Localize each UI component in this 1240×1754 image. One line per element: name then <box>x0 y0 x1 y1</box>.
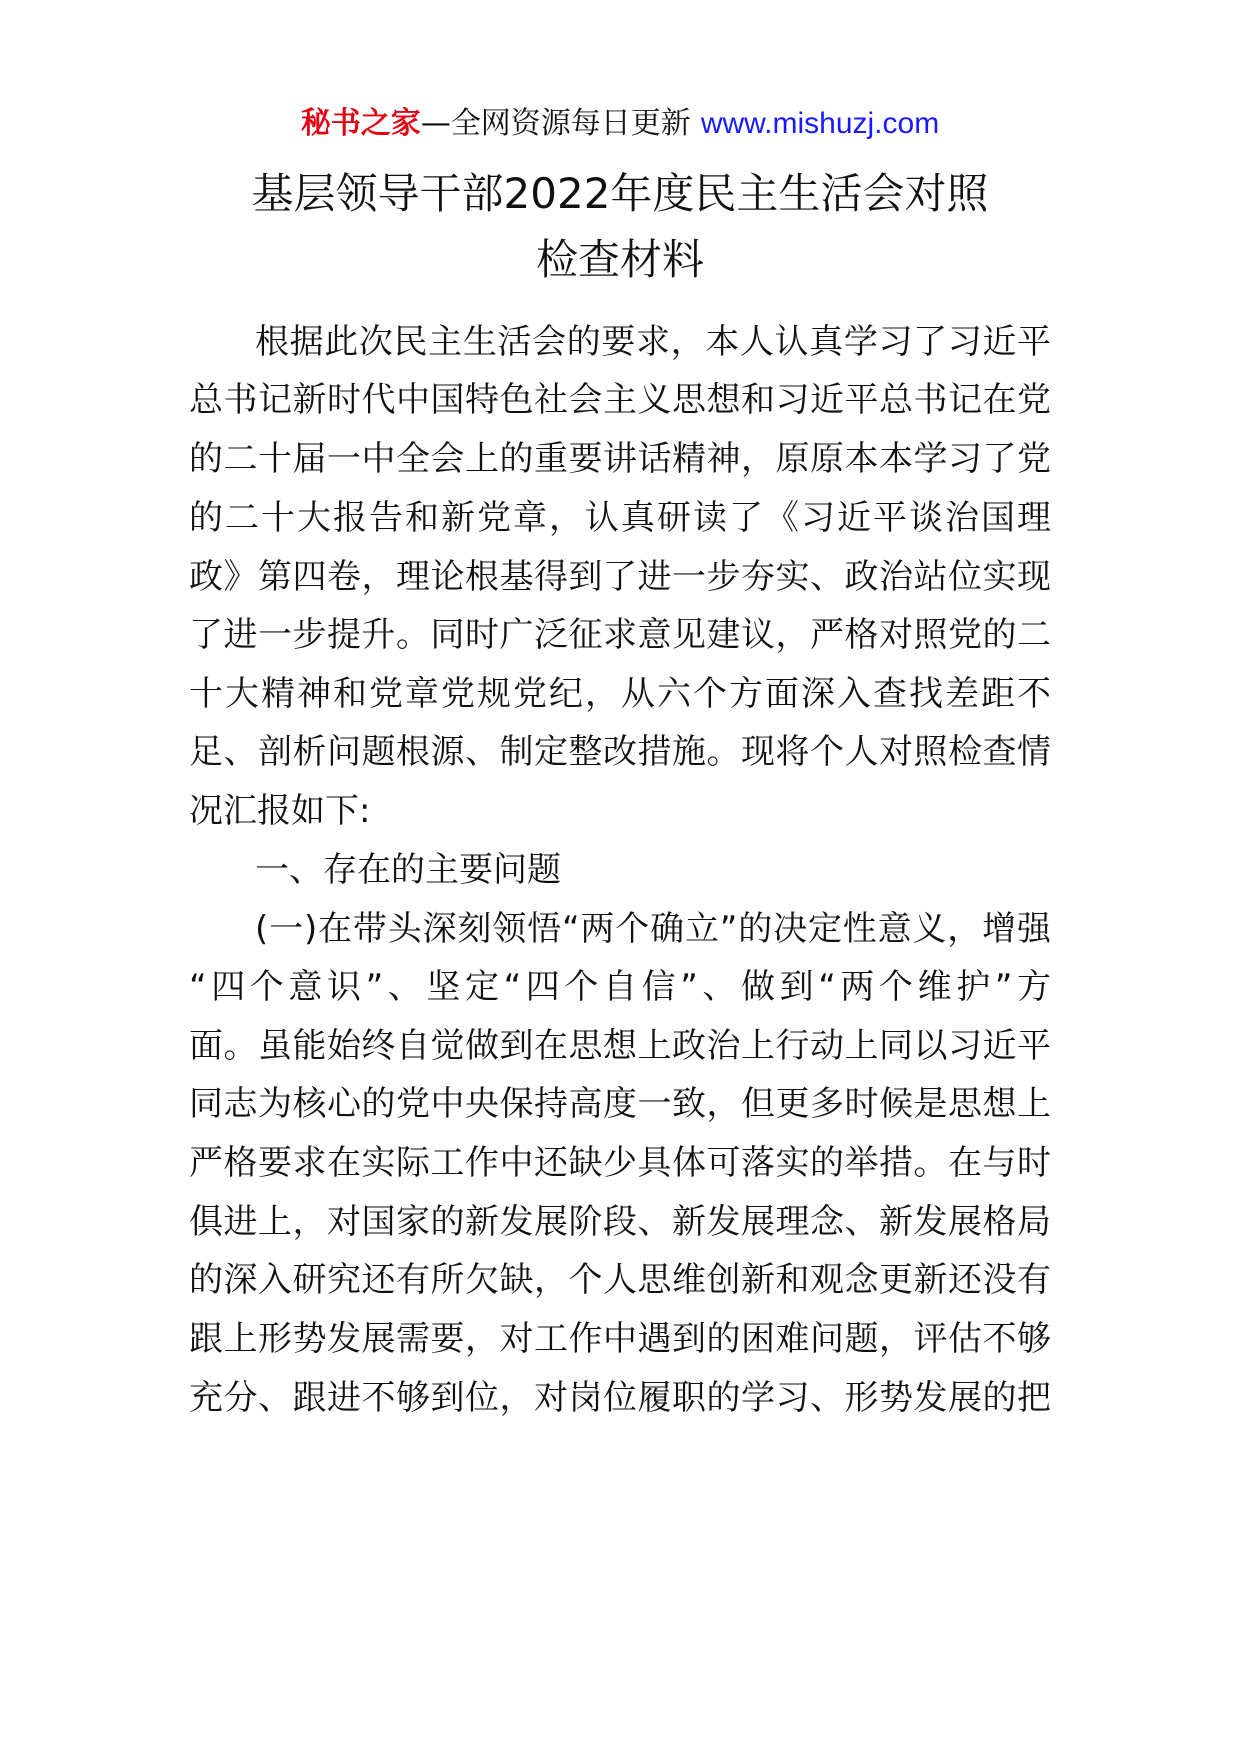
body-line: 况汇报如下: <box>189 791 371 831</box>
brand-name: 秘书之家 <box>300 106 421 141</box>
body-line: 的二十届一中全会上的重要讲话精神，原原本本学习了党 <box>189 439 1051 479</box>
body-line: “四个意识”、坚定“四个自信”、做到“两个维护”方 <box>189 967 1051 1007</box>
body-line: 的深入研究还有所欠缺，个人思维创新和观念更新还没有 <box>189 1260 1051 1300</box>
body-line: 同志为核心的党中央保持高度一致，但更多时候是思想上 <box>189 1084 1051 1124</box>
body-line: 充分、跟进不够到位，对岗位履职的学习、形势发展的把 <box>189 1378 1051 1418</box>
body-line: 总书记新时代中国特色社会主义思想和习近平总书记在党 <box>189 380 1051 420</box>
document-title-line-2: 检查材料 <box>535 235 704 284</box>
body-line: (一)在带头深刻领悟“两个确立”的决定性意义，增强 <box>255 909 1051 949</box>
banner-dash: — <box>420 106 451 141</box>
body-line: 政》第四卷，理论根基得到了进一步夯实、政治站位实现 <box>189 557 1051 597</box>
site-url[interactable]: www.mishuzj.com <box>700 107 940 140</box>
body-line: 跟上形势发展需要，对工作中遇到的困难问题，评估不够 <box>189 1319 1051 1359</box>
site-banner <box>0 104 1240 144</box>
body-line: 足、剖析问题根源、制定整改措施。现将个人对照检查情 <box>189 732 1051 772</box>
section-heading: 一、存在的主要问题 <box>255 850 561 890</box>
body-line: 十大精神和党章党规党纪，从六个方面深入查找差距不 <box>189 674 1051 714</box>
body-line: 了进一步提升。同时广泛征求意见建议，严格对照党的二 <box>189 615 1051 655</box>
banner-slogan: 全网资源每日更新 <box>450 106 691 141</box>
body-line: 根据此次民主生活会的要求，本人认真学习了习近平 <box>255 322 1051 362</box>
body-line: 严格要求在实际工作中还缺少具体可落实的举措。在与时 <box>189 1143 1051 1183</box>
body-line: 俱进上，对国家的新发展阶段、新发展理念、新发展格局 <box>189 1202 1051 1242</box>
document-title-line-1: 基层领导干部2022年度民主生活会对照 <box>251 169 989 218</box>
body-line: 的二十大报告和新党章，认真研读了《习近平谈治国理 <box>189 498 1051 538</box>
body-line: 面。虽能始终自觉做到在思想上政治上行动上同以习近平 <box>189 1026 1051 1066</box>
